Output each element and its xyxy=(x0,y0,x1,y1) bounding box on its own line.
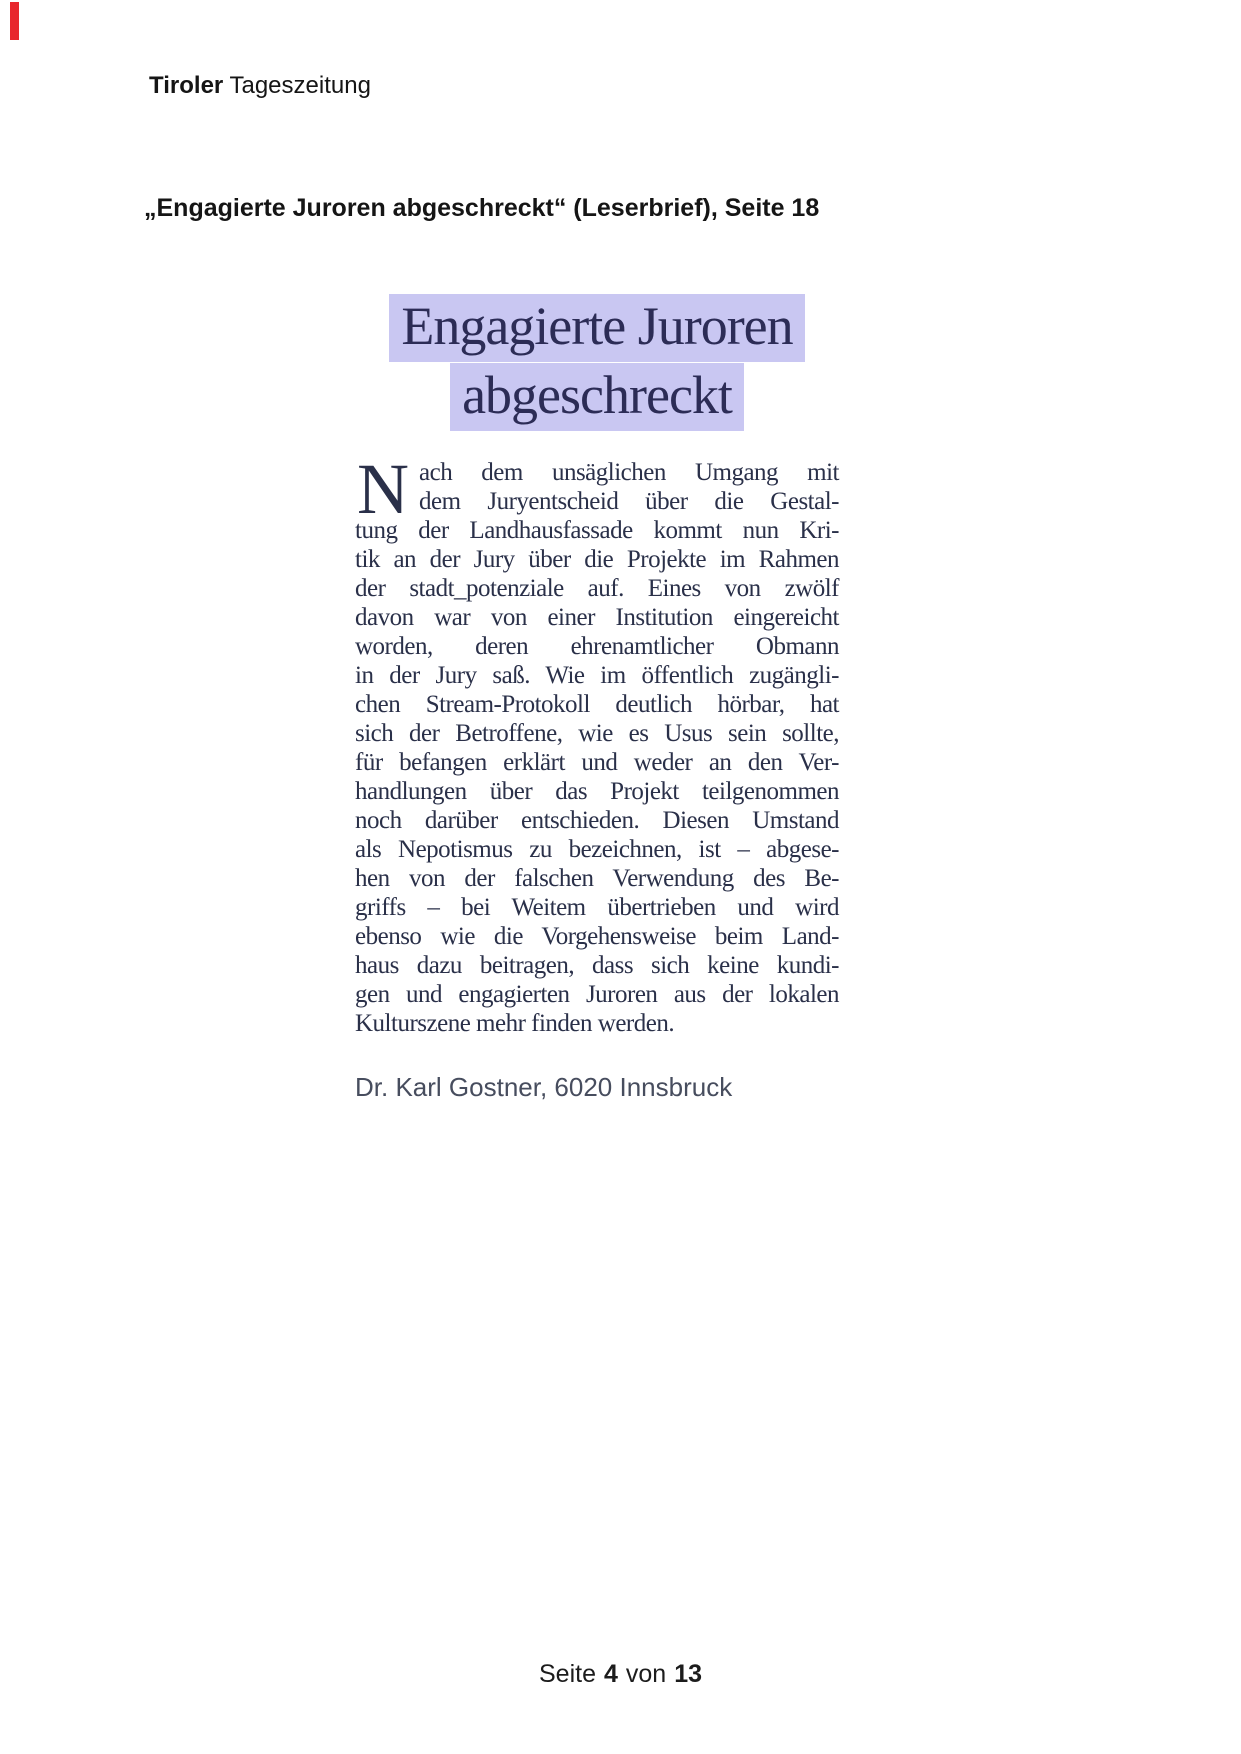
page-title: „Engagierte Juroren abgeschreckt“ (Leserbrief), Seite 18 xyxy=(144,194,820,222)
article-line: als Nepotismus zu bezeichnen, ist – abgese- xyxy=(355,836,839,863)
footer-total-pages: 13 xyxy=(674,1660,702,1688)
article-line: worden, deren ehrenamtlicher Obmann xyxy=(355,633,839,660)
article-line: tik an der Jury über die Projekte im Rahmen xyxy=(355,546,839,573)
headline-line-1-text: Engagierte Juroren xyxy=(389,294,804,362)
headline-line-2 xyxy=(355,361,839,430)
page-number-indicator xyxy=(0,1660,1241,1689)
article-line: Kulturszene mehr finden werden. xyxy=(355,1010,675,1037)
headline-line-2-text: abgeschreckt xyxy=(450,363,744,431)
newspaper-clipping xyxy=(355,292,839,1103)
article-line: für befangen erklärt und weder an den Ver- xyxy=(355,749,839,776)
article-line: davon war von einer Institution eingereicht xyxy=(355,604,839,631)
footer-label-page: Seite xyxy=(538,1660,596,1688)
headline-line-1 xyxy=(355,292,839,361)
article-line: tung der Landhausfassade kommt nun Kri- xyxy=(355,517,839,544)
article-body-lines xyxy=(355,449,839,1038)
article-line: ach dem unsäglichen Umgang mit xyxy=(419,459,839,486)
footer-current-page: 4 xyxy=(603,1660,618,1688)
article-line: griffs – bei Weitem übertrieben und wird xyxy=(355,894,839,921)
article-line: sich der Betroffene, wie es Usus sein sollte, xyxy=(355,720,839,747)
drop-cap: N xyxy=(357,449,409,529)
article-line: ebenso wie die Vorgehensweise beim Land- xyxy=(355,923,839,950)
article-line: dem Juryentscheid über die Gestal- xyxy=(419,488,839,515)
newspaper-masthead xyxy=(149,72,371,100)
article-headline xyxy=(355,292,839,430)
article-line: hen von der falschen Verwendung des Be- xyxy=(355,865,839,892)
masthead-brand-bold: Tiroler xyxy=(149,72,224,99)
article-body xyxy=(355,449,839,1038)
red-accent-mark xyxy=(10,2,19,40)
article-line: gen und engagierten Juroren aus der lokalen xyxy=(355,981,839,1008)
article-line: haus dazu beitragen, dass sich keine kundi- xyxy=(355,952,839,979)
article-line: der stadt_potenziale auf. Eines von zwölf xyxy=(355,575,839,602)
article-line: noch darüber entschieden. Diesen Umstand xyxy=(355,807,839,834)
footer-label-of: von xyxy=(625,1660,667,1688)
letter-signature: Dr. Karl Gostner, 6020 Innsbruck xyxy=(355,1072,733,1102)
article-line: handlungen über das Projekt teilgenommen xyxy=(355,778,839,805)
article-line: in der Jury saß. Wie im öffentlich zugängli- xyxy=(355,662,839,689)
article-line: chen Stream-Protokoll deutlich hörbar, hat xyxy=(355,691,839,718)
masthead-brand-rest: Tageszeitung xyxy=(229,72,371,99)
